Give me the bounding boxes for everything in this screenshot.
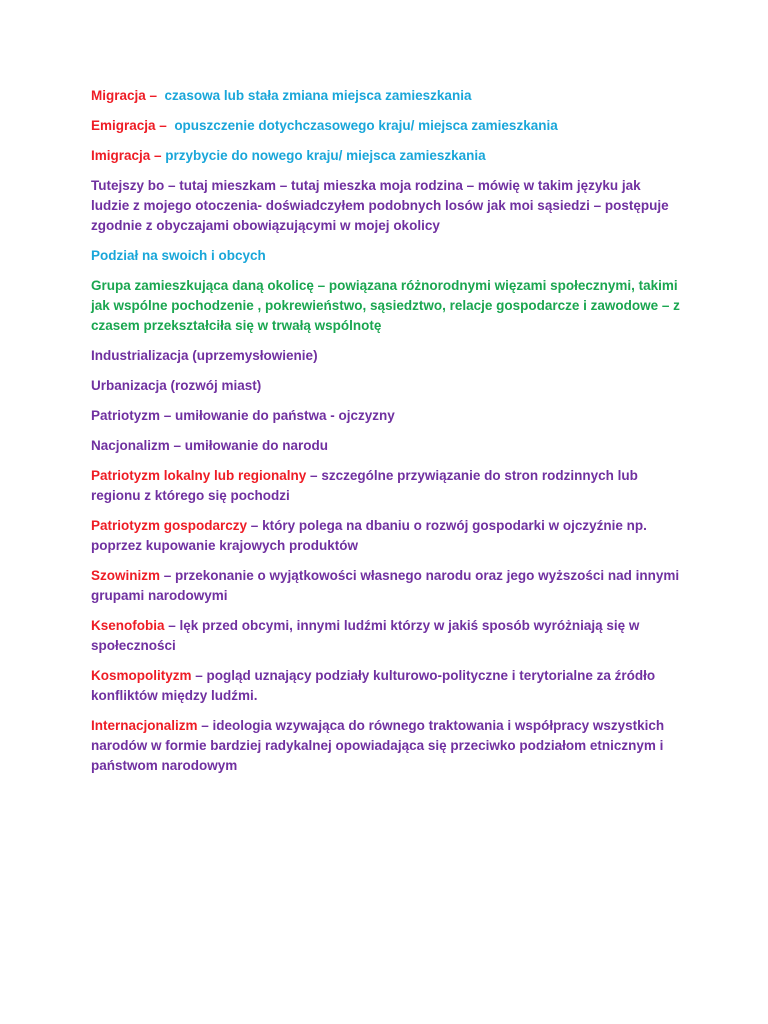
paragraph-kosmopolityzm <box>91 666 681 706</box>
term-separator: – <box>160 568 176 583</box>
term-szowinizm: Szowinizm <box>91 568 161 583</box>
paragraph-ksenofobia <box>91 616 681 656</box>
paragraph-patriotyzm: Patriotyzm – umiłowanie do państwa - ojczyzny <box>91 408 395 423</box>
paragraph-tutejszy: Tutejszy bo – tutaj mieszkam – tutaj mieszka moja rodzina – mówię w takim języku jak ludzie z mojego otoczenia- doświadczyłem podobnych losów jak moi sąsiedzi – postępuje zgodnie z obyczajami obowiązującymi w mojej okolicy <box>91 178 669 233</box>
term-migracja: Migracja <box>91 88 146 103</box>
term-separator: – <box>247 518 263 533</box>
term-separator: – <box>164 618 180 633</box>
paragraph-szowinizm <box>91 566 681 606</box>
definition-szowinizm: przekonanie o wyjątkowości własnego narodu oraz jego wyższości nad innymi grupami narodowymi <box>91 568 680 603</box>
definition-migracja: czasowa lub stała zmiana miejsca zamieszkania <box>164 88 472 103</box>
paragraph-emigracja <box>91 116 681 136</box>
paragraph-grupa: Grupa zamieszkująca daną okolicę – powiązana różnorodnymi więzami społecznymi, takimi jak wspólne pochodzenie , pokrewieństwo, sąsiedztwo, relacje gospodarcze i zawodowe – z czasem przekształciła się w trwałą wspólnotę <box>91 278 680 333</box>
paragraph-urbanizacja: Urbanizacja (rozwój miast) <box>91 378 262 393</box>
term-emigracja: Emigracja <box>91 118 156 133</box>
term-separator: – <box>306 468 322 483</box>
term-separator: – <box>145 88 165 103</box>
definition-patriotyzm-lokalny: szczególne przywiązanie do stron rodzinnych lub regionu z którego się pochodzi <box>91 468 638 503</box>
term-patriotyzm-gospodarczy: Patriotyzm gospodarczy <box>91 518 248 533</box>
term-patriotyzm-lokalny: Patriotyzm lokalny lub regionalny <box>91 468 307 483</box>
definition-imigracja: przybycie do nowego kraju/ miejsca zamieszkania <box>165 148 486 163</box>
paragraph-patriotyzm-gospodarczy <box>91 516 681 556</box>
term-kosmopolityzm: Kosmopolityzm <box>91 668 192 683</box>
paragraph-patriotyzm-lokalny <box>91 466 681 506</box>
definition-patriotyzm-gospodarczy: który polega na dbaniu o rozwój gospodarki w ojczyźnie np. poprzez kupowanie krajowych produktów <box>91 518 647 553</box>
paragraph-nacjonalizm: Nacjonalizm – umiłowanie do narodu <box>91 438 329 453</box>
definition-ksenofobia: lęk przed obcymi, innymi ludźmi którzy w jakiś sposób wyróżniają się w społeczności <box>91 618 640 653</box>
paragraph-internacjonalizm <box>91 716 681 776</box>
term-ksenofobia: Ksenofobia <box>91 618 165 633</box>
definition-kosmopolityzm: pogląd uznający podziały kulturowo-polityczne i terytorialne za źródło konfliktów między ludźmi. <box>91 668 656 703</box>
term-separator: – <box>191 668 207 683</box>
term-imigracja: Imigracja <box>91 148 151 163</box>
term-internacjonalizm: Internacjonalizm <box>91 718 198 733</box>
paragraph-migracja <box>91 86 681 106</box>
term-separator: – <box>197 718 213 733</box>
document-page <box>91 86 681 786</box>
definition-emigracja: opuszczenie dotychczasowego kraju/ miejsca zamieszkania <box>174 118 558 133</box>
paragraph-imigracja <box>91 146 681 166</box>
definition-internacjonalizm: ideologia wzywająca do równego traktowania i współpracy wszystkich narodów w formie bardziej radykalnej opowiadająca się przeciwko podziałom etnicznym i państwom narodowym <box>91 718 665 773</box>
term-separator: – <box>155 118 175 133</box>
paragraph-industrializacja: Industrializacja (uprzemysłowienie) <box>91 348 318 363</box>
term-separator: – <box>150 148 166 163</box>
paragraph-podzial: Podział na swoich i obcych <box>91 248 266 263</box>
